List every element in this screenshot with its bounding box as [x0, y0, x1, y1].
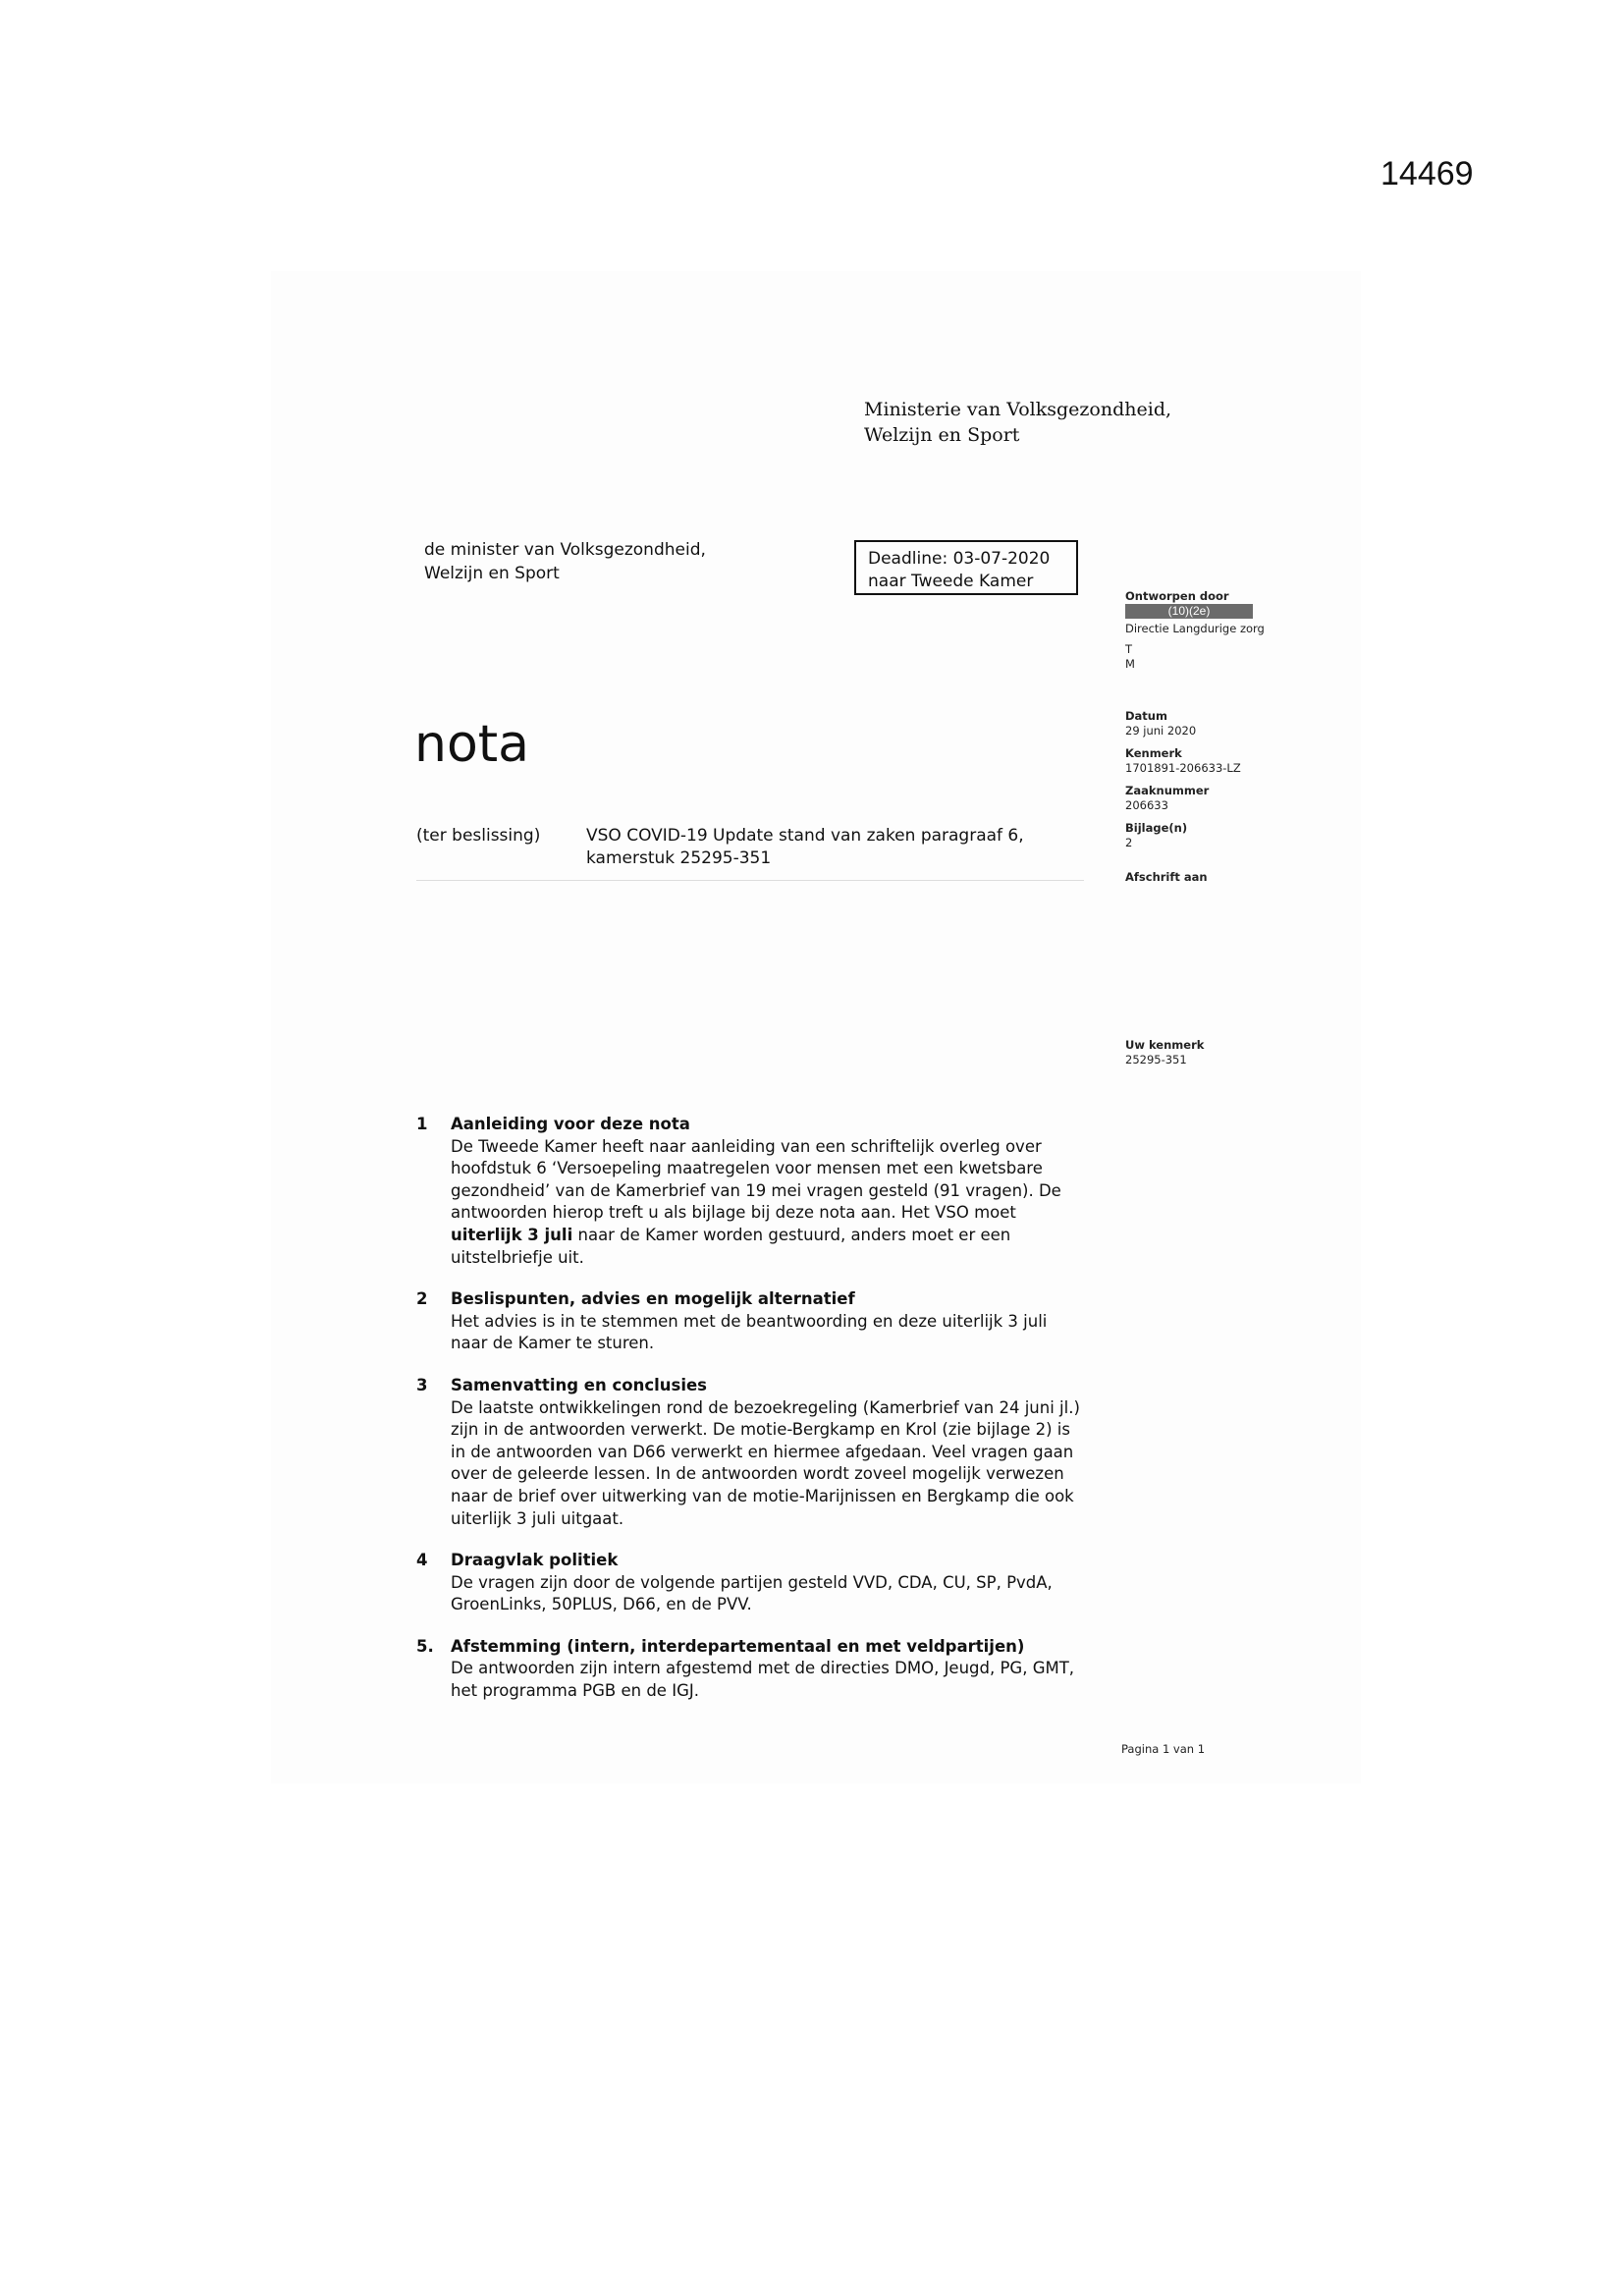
section-5: [416, 1636, 1104, 1703]
afschrift-label: Afschrift aan: [1125, 870, 1208, 884]
section-body-pre: De Tweede Kamer heeft naar aanleiding van een schriftelijk overleg over hoofdstuk 6 ‘Versoepeling maatregelen voor mensen met een kwetsbare gezondheid’ van de Kamerbrief van 19 mei vragen gesteld (91 vragen). De antwoorden hierop treft u als bijlage bij deze nota aan. Het VSO moet: [451, 1136, 1061, 1223]
document-title: nota: [414, 715, 530, 774]
section-body: De laatste ontwikkelingen rond de bezoekregeling (Kamerbrief van 24 juni jl.) zijn in de antwoorden verwerkt. De motie-Bergkamp en Krol (zie bijlage 2) is in de antwoorden van D66 verwerkt en hiermee afgedaan. Veel vragen gaan over de geleerde lessen. In de antwoorden wordt zoveel mogelijk verwezen naar de brief over uitwerking van de motie-Marijnissen en Bergkamp die ook uiterlijk 3 juli uitgaat.: [451, 1397, 1080, 1528]
datum-value: 29 juni 2020: [1125, 724, 1197, 738]
section-number: 3: [416, 1375, 428, 1394]
mobiel-label: M: [1125, 657, 1135, 671]
deadline-line-1: Deadline: 03-07-2020: [868, 549, 1051, 569]
ministry-logo-text: [864, 397, 1171, 448]
subject-line-1: VSO COVID-19 Update stand van zaken paragraaf 6,: [586, 826, 1024, 846]
bijlagen-label: Bijlage(n): [1125, 821, 1188, 835]
section-4: [416, 1550, 1104, 1616]
section-heading: Afstemming (intern, interdepartementaal en met veldpartijen): [451, 1636, 1025, 1656]
addressee-line-2: Welzijn en Sport: [424, 564, 560, 583]
sidebar-metadata: [1125, 589, 1322, 1067]
section-heading: Samenvatting en conclusies: [451, 1375, 707, 1394]
kenmerk-label: Kenmerk: [1125, 746, 1182, 760]
section-number: 1: [416, 1115, 428, 1133]
deadline-box: [854, 540, 1078, 595]
directie-value: Directie Langdurige zorg: [1125, 622, 1265, 635]
ministry-line-1: Ministerie van Volksgezondheid,: [864, 399, 1172, 420]
subject-text: [586, 825, 1077, 870]
deadline-line-2: naar Tweede Kamer: [868, 572, 1034, 591]
section-number: 5.: [416, 1636, 434, 1656]
kenmerk-value: 1701891-206633-LZ: [1125, 761, 1241, 775]
uw-kenmerk-value: 25295-351: [1125, 1053, 1187, 1066]
section-number: 2: [416, 1289, 428, 1309]
datum-label: Datum: [1125, 709, 1167, 723]
page-footer: Pagina 1 van 1: [1121, 1742, 1206, 1756]
page-number: 14469: [1380, 155, 1474, 192]
addressee: [424, 538, 706, 585]
section-3: [416, 1375, 1104, 1530]
ontworpen-door-label: Ontworpen door: [1125, 589, 1229, 603]
section-body-post: naar de Kamer worden gestuurd, anders moet er een uitstelbriefje uit.: [451, 1225, 1011, 1267]
subject-line-2: kamerstuk 25295-351: [586, 848, 772, 868]
section-heading: Draagvlak politiek: [451, 1551, 619, 1570]
section-body: [451, 1136, 1104, 1270]
redaction-block: (10)(2e): [1125, 604, 1253, 619]
sections: [416, 1114, 1104, 1722]
section-body: Het advies is in te stemmen met de beantwoording en deze uiterlijk 3 juli naar de Kamer te sturen.: [451, 1311, 1048, 1353]
uw-kenmerk-label: Uw kenmerk: [1125, 1038, 1205, 1052]
section-body-bold: uiterlijk 3 juli: [451, 1225, 573, 1244]
section-number: 4: [416, 1551, 428, 1570]
zaaknummer-value: 206633: [1125, 798, 1168, 812]
zaaknummer-label: Zaaknummer: [1125, 784, 1210, 797]
section-heading: Beslispunten, advies en mogelijk alternatief: [451, 1289, 855, 1309]
section-1: [416, 1114, 1104, 1269]
section-heading: Aanleiding voor deze nota: [451, 1115, 690, 1133]
section-body: De antwoorden zijn intern afgestemd met de directies DMO, Jeugd, PG, GMT, het programma PGB en de IGJ.: [451, 1659, 1075, 1701]
section-body: De vragen zijn door de volgende partijen gesteld VVD, CDA, CU, SP, PvdA, GroenLinks, 50PLUS, D66, en de PVV.: [451, 1572, 1053, 1614]
section-2: [416, 1288, 1104, 1355]
addressee-line-1: de minister van Volksgezondheid,: [424, 540, 706, 560]
subject-divider: [416, 880, 1084, 881]
bijlagen-value: 2: [1125, 836, 1133, 849]
telefoon-label: T: [1125, 642, 1133, 656]
ministry-line-2: Welzijn en Sport: [864, 424, 1020, 446]
subject-kind: (ter beslissing): [416, 826, 541, 846]
